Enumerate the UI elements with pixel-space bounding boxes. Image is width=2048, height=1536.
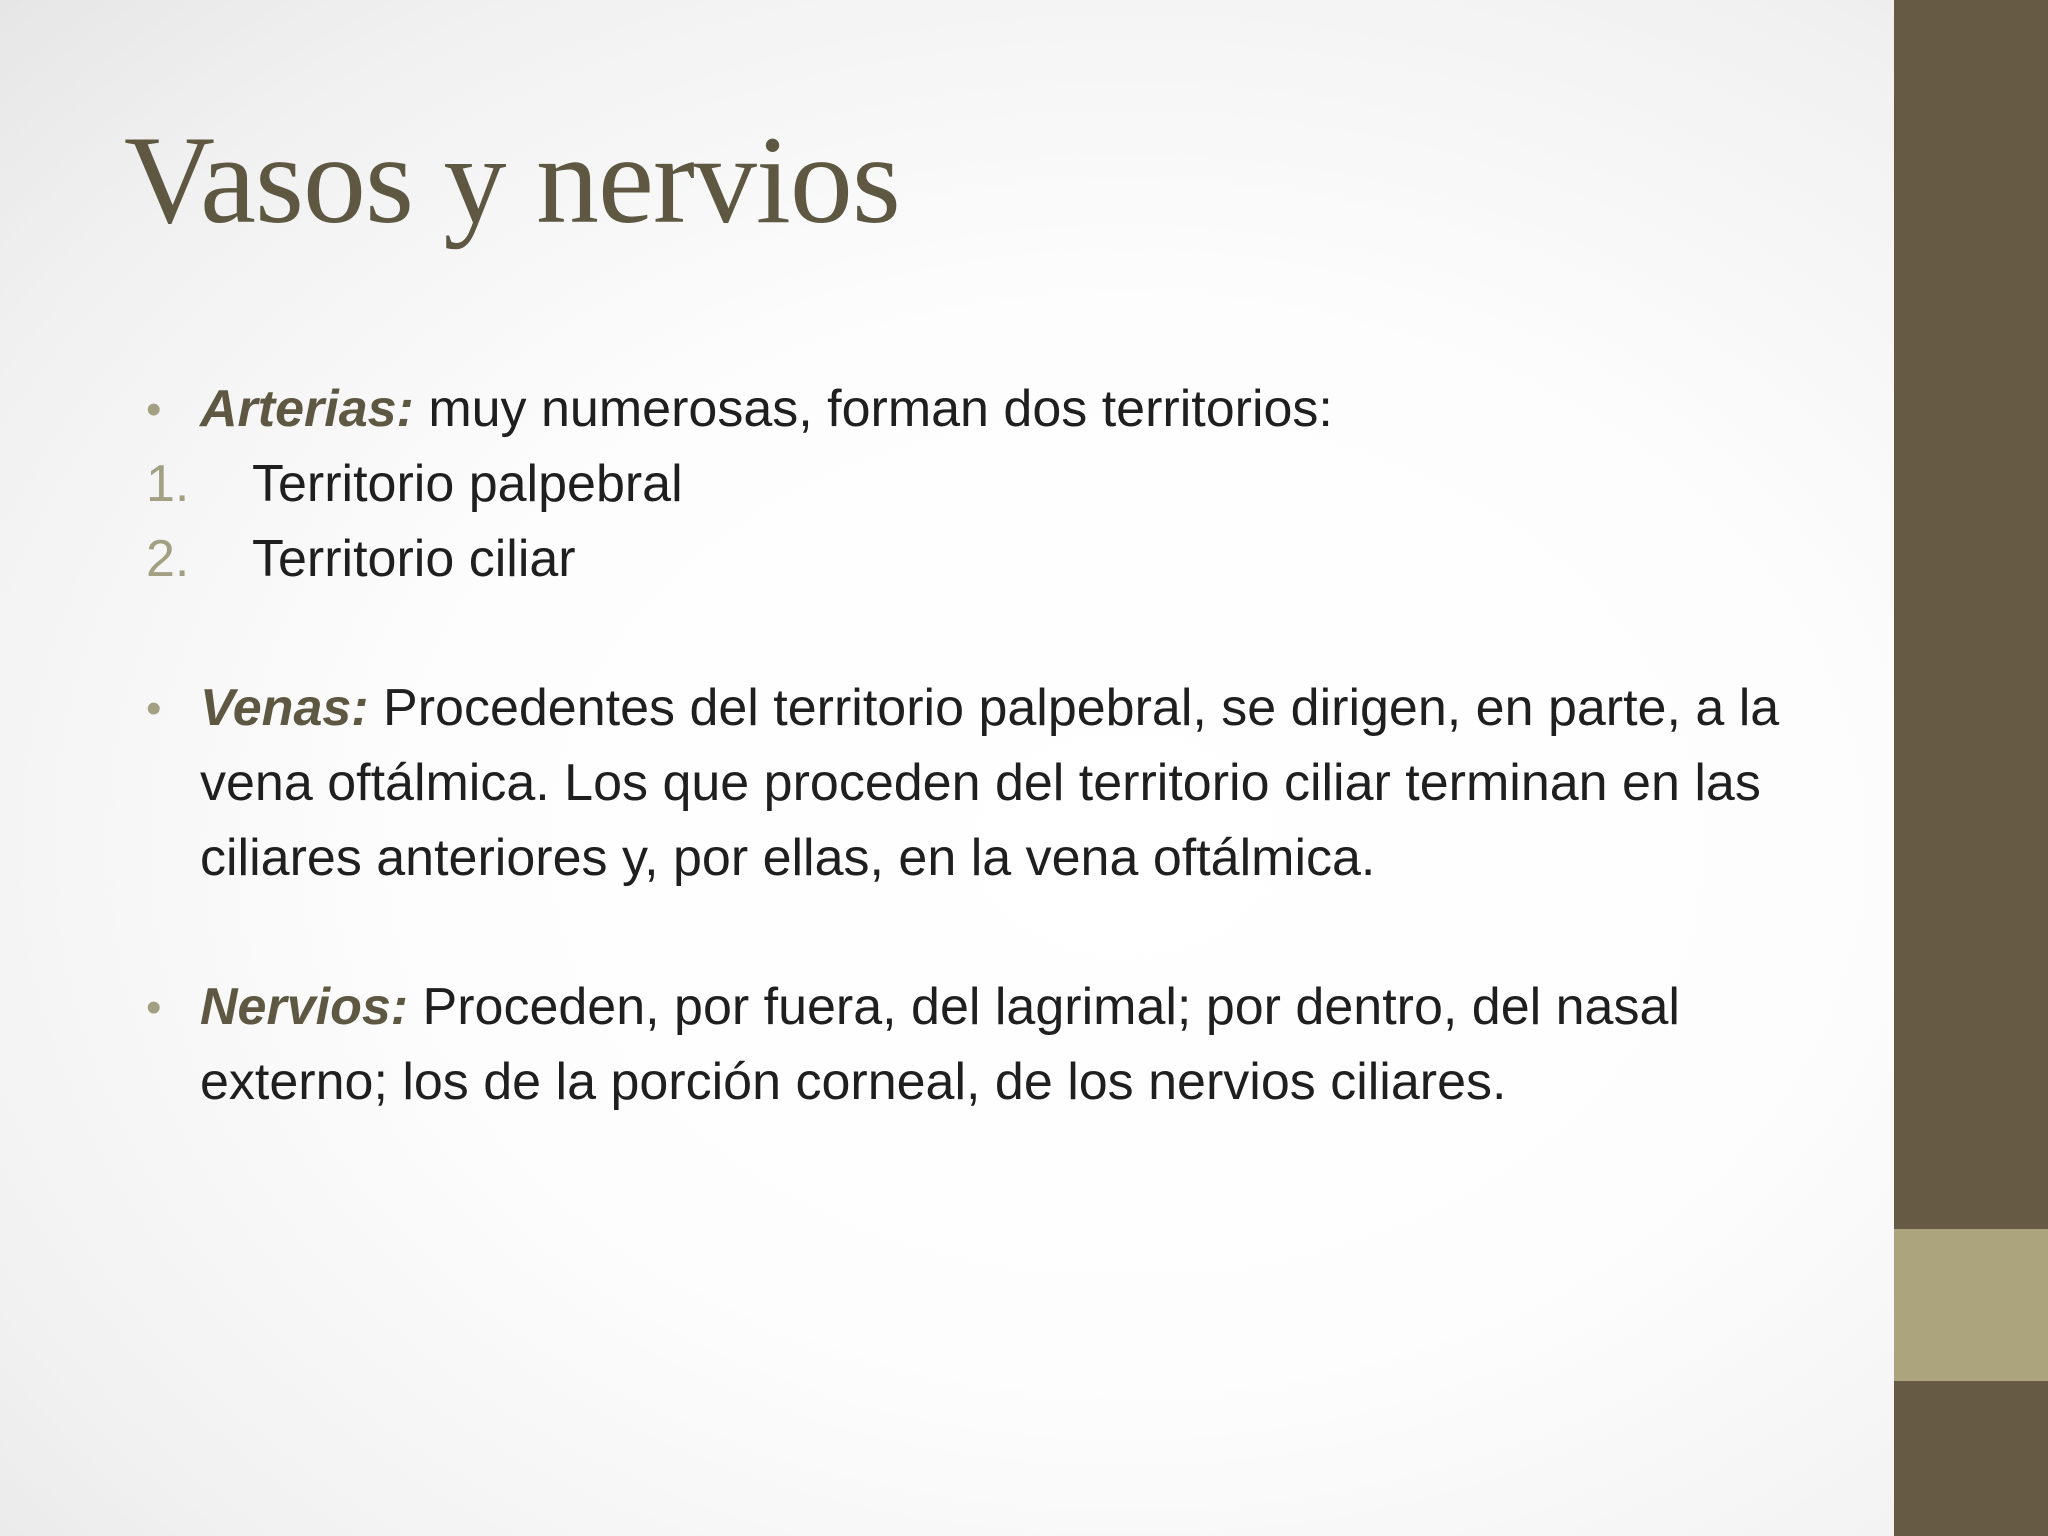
bullet-term: Arterias: [200, 380, 414, 438]
bullet-icon: • [146, 983, 162, 1032]
bullet-text: Procedentes del territorio palpebral, se dirigen, en parte, a la vena oftálmica. Los que proceden del territorio ciliar terminan en las ciliares anteriores y, por ellas, en la vena oftálmica. [200, 679, 1780, 887]
bullet-term: Venas: [200, 679, 369, 737]
bullet-icon: • [146, 684, 162, 733]
bullet-icon: • [146, 385, 162, 434]
numbered-item-text: Territorio palpebral [252, 455, 683, 513]
numbered-item [146, 447, 1846, 522]
bullet-term: Nervios: [200, 978, 409, 1036]
spacer [146, 597, 1846, 671]
bullet-text: muy numerosas, forman dos territorios: [413, 380, 1333, 438]
item-number: 2. [146, 530, 190, 588]
bullet-item-arterias [146, 372, 1846, 447]
bullet-item-venas [146, 671, 1846, 896]
slide-title: Vasos y nervios [124, 111, 900, 250]
numbered-item [146, 522, 1846, 597]
spacer [146, 896, 1846, 970]
side-decor-accent [1894, 1229, 2048, 1381]
slide-content [146, 372, 1846, 1120]
item-number: 1. [146, 455, 190, 513]
numbered-item-text: Territorio ciliar [252, 530, 576, 588]
bullet-item-nervios [146, 970, 1846, 1120]
bullet-text: Proceden, por fuera, del lagrimal; por dentro, del nasal externo; los de la porción corneal, de los nervios ciliares. [200, 978, 1680, 1111]
